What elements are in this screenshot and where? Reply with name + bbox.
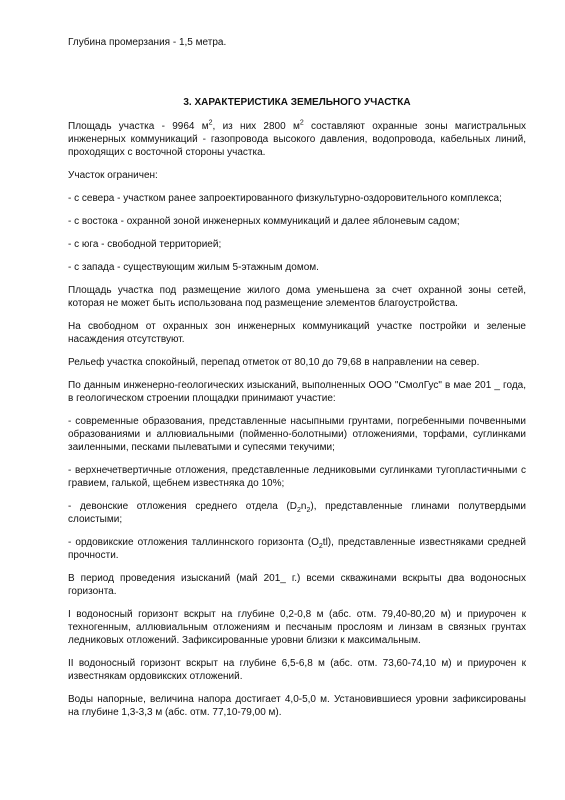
area-exp-2: 2 — [299, 119, 304, 127]
section-heading: 3. ХАРАКТЕРИСТИКА ЗЕМЕЛЬНОГО УЧАСТКА — [183, 97, 411, 108]
bound-east: - с востока - охранной зоной инженерных коммуникаций и далее яблоневым садом; — [68, 216, 460, 227]
area-paragraph — [68, 120, 526, 159]
survey-period-paragraph: В период проведения изысканий (май 201_ г.) всеми скважинами вскрыты два водоносных горизонта. — [68, 573, 526, 597]
bound-south: - с юга - свободной территорией; — [68, 239, 222, 250]
bounded-lead: Участок ограничен: — [68, 170, 158, 181]
ordovician-sub-1: 2 — [318, 543, 323, 550]
area-text-1: Площадь участка - 9964 м — [68, 121, 209, 132]
ordovician-text-1: - ордовикские отложения таллиннского горизонта (O — [68, 537, 319, 548]
area-text-3: составляют охранные зоны магистральных инженерных коммуникаций - газопровода высокого давления, водопровода, кабельных линий, проходящих с восточной стороны участка. — [68, 121, 527, 158]
aquifer-1-paragraph: I водоносный горизонт вскрыт на глубине 0,2-0,8 м (абс. отм. 79,40-80,20 м) и приурочен к техногенным, аллювиальным отложениям и песчаным прослоям и линзам в связных грунтах ледниковых отложений. Зафиксированные уровни близки к максимальным. — [68, 609, 526, 646]
pressure-paragraph: Воды напорные, величина напора достигает 4,0-5,0 м. Установившиеся уровни зафиксированы на глубине 1,3-3,3 м (абс. отм. 77,10-79,00 м). — [68, 694, 526, 718]
survey-paragraph: По данным инженерно-геологических изысканий, выполненных ООО "СмолГус" в мае 201 _ года, в геологическом строении площадки принимают участие: — [68, 380, 526, 404]
upper-quaternary-paragraph: - верхнечетвертичные отложения, представленные ледниковыми суглинками тугопластичными с гравием, галькой, щебнем известняка до 10%; — [68, 465, 526, 489]
area-exp-1: 2 — [208, 119, 213, 127]
devonian-paragraph — [68, 500, 526, 526]
free-area-paragraph: На свободном от охранных зон инженерных коммуникаций участке постройки и зеленые насаждения отсутствуют. — [68, 321, 526, 345]
document-page — [68, 36, 526, 719]
relief-paragraph: Рельеф участка спокойный, перепад отметок от 80,10 до 79,68 в направлении на север. — [68, 357, 480, 368]
frost-depth-text: Глубина промерзания - 1,5 метра. — [68, 37, 227, 48]
devonian-text-2: n — [300, 501, 307, 512]
devonian-text-1: - девонские отложения среднего отдела (D — [68, 501, 297, 512]
ordovician-paragraph — [68, 536, 526, 562]
ordovician-text-2: tl), представленные известняками средней прочности. — [68, 537, 527, 561]
devonian-sub-1: 2 — [297, 507, 301, 514]
devonian-text-3: ), представленные глинами полутвердыми слоистыми; — [68, 501, 526, 525]
bound-north: - с севера - участком ранее запроектированного физкультурно-оздоровительного комплекса; — [68, 193, 502, 204]
devonian-sub-2: 2 — [306, 507, 311, 514]
reduced-area-paragraph: Площадь участка под размещение жилого дома уменьшена за счет охранной зоны сетей, которая не может быть использована под размещение элементов благоустройства. — [68, 285, 526, 309]
aquifer-2-paragraph: II водоносный горизонт вскрыт на глубине 6,5-6,8 м (абс. отм. 73,60-74,10 м) и приурочен к известнякам ордовикских отложений. — [68, 658, 526, 682]
area-text-2: , из них 2800 м — [212, 121, 300, 132]
modern-deposits-paragraph: - современные образования, представленные насыпными грунтами, погребенными почвенными образованиями и аллювиальными (пойменно-болотными) отложениями, торфами, суглинками заиленными, песками пылеватыми и супесями текучими; — [68, 416, 526, 453]
bound-west: - с запада - существующим жилым 5-этажным домом. — [68, 262, 319, 273]
